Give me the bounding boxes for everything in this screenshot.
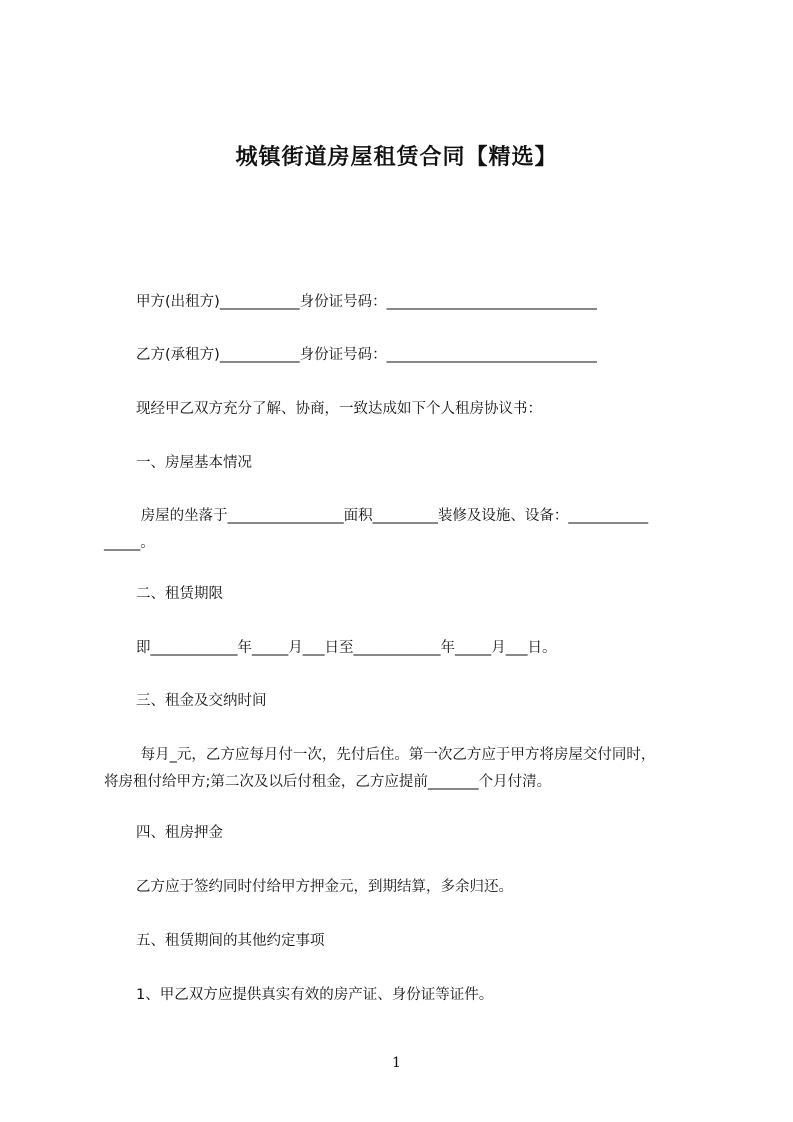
section-5-heading: 五、租赁期间的其他约定事项 — [136, 933, 325, 949]
section-3-line-1: 每月_元，乙方应每月付一次，先付后住。第一次乙方应于甲方将房屋交付同时， — [136, 747, 656, 763]
section-2-heading: 二、租赁期限 — [136, 586, 223, 602]
section-4-body: 乙方应于签约同时付给甲方押金元，到期结算，多余归还。 — [136, 879, 513, 895]
section-1-line-2: _____。 — [104, 535, 155, 551]
section-2-body: 即____________年_____月___日至____________年_____月___日。 — [136, 640, 557, 656]
section-4-heading: 四、租房押金 — [136, 825, 223, 841]
section-3-line-2: 将房租付给甲方;第二次及以后付租金，乙方应提前_______个月付清。 — [104, 774, 552, 790]
section-1-line-1: 房屋的坐落于________________面积_________装修及设施、设备：___________ — [136, 508, 649, 524]
intro-paragraph: 现经甲乙双方充分了解、协商，一致达成如下个人租房协议书： — [136, 401, 542, 417]
section-5-item-1: 1、甲乙双方应提供真实有效的房产证、身份证等证件。 — [136, 987, 494, 1003]
section-1-heading: 一、房屋基本情况 — [136, 455, 252, 471]
party-b-line: 乙方(承租方)___________身份证号码：_____________________________ — [136, 347, 597, 363]
party-a-line: 甲方(出租方)___________身份证号码：_____________________________ — [136, 294, 597, 310]
section-3-heading: 三、租金及交纳时间 — [136, 693, 267, 709]
page-number: 1 — [392, 1055, 401, 1071]
document-title: 城镇街道房屋租赁合同【精选】 — [235, 145, 558, 170]
